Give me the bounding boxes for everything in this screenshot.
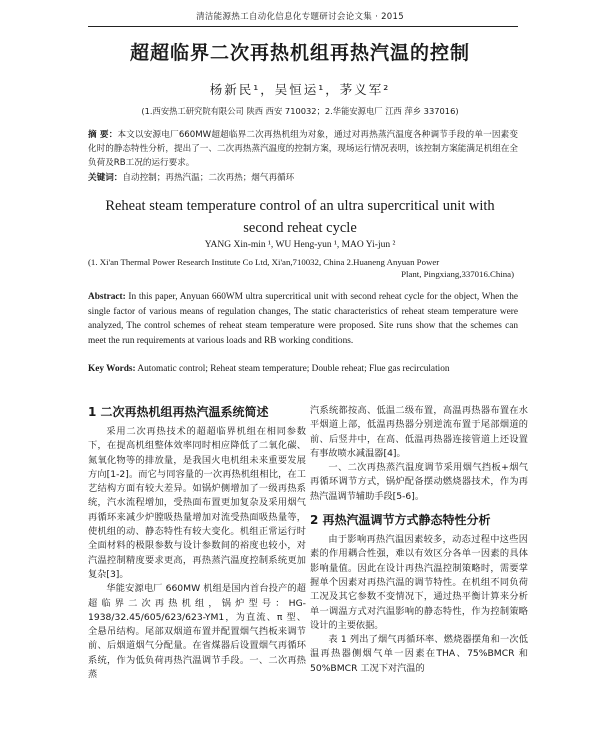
keywords-en-text: Automatic control; Reheat steam temperature; Double reheat; Flue gas recirculation xyxy=(137,364,450,374)
abstract-en-text: In this paper, Anyuan 660WM ultra supercritical unit with second reheat cycle for the object, When the single factor of various means of regulation changes, The static characteristics of reheat steam temperature were analyzed, The control schemes of reheat steam temperature were proposed. Site runs show that the schemes can meet the run requirements at various loads and RB working conditions. xyxy=(88,292,518,346)
keywords-zh-text: 自动控制；再热汽温；二次再热；烟气再循环 xyxy=(122,173,295,183)
section-2-heading: 2 再热汽温调节方式静态特性分析 xyxy=(310,513,491,528)
paper-title-en xyxy=(60,195,540,239)
abstract-zh-label: 摘 要： xyxy=(88,130,118,140)
keywords-zh-label: 关键词： xyxy=(88,173,123,183)
abstract-zh xyxy=(88,128,518,170)
authors-zh: 杨新民¹，吴恒运¹，茅义军² xyxy=(209,82,391,97)
body-column-right xyxy=(310,404,528,676)
authors-en: YANG Xin-min ¹, WU Heng-yun ¹, MAO Yi-jun ² xyxy=(204,240,396,250)
section-2-paragraph: 由于影响再热汽温因素较多，动态过程中这些因素的作用耦合性强，难以有效区分各单一因素的具体影响量值。因此在设计再热汽温控制策略时，需要掌握单个因素对再热汽温的调节特性。在机组不同负荷工况及其它参数不变情况下，通过热平衡计算来分析单一调温方式对汽温影响的静态特性，作为控制策略设计的主要依据。 xyxy=(310,534,528,631)
section-2-paragraph: 表 1 列出了烟气再循环率、燃烧器摆角和一次低温再热器侧烟气单一因素在THA、75%BMCR 和 50%BMCR 工况下对汽温的 xyxy=(310,634,528,674)
spacer xyxy=(310,504,528,512)
affiliation-en-line2: Plant, Pingxiang,337016.China) xyxy=(401,269,514,279)
paper-title-zh: 超超临界二次再热机组再热汽温的控制 xyxy=(129,42,470,64)
affiliation-zh: (1.西安热工研究院有限公司 陕西 西安 710032；2.华能安源电厂 江西 萍乡 337016) xyxy=(141,106,459,116)
abstract-en-label: Abstract: xyxy=(88,292,126,302)
affiliation-en xyxy=(88,256,518,280)
keywords-en xyxy=(88,362,518,377)
section-1-paragraph: 采用二次再热技术的超超临界机组在相同参数下，在提高机组整体效率同时相应降低了二氧化碳、氮氧化物等的排放量，是我国火电机组未来重要发展方向[1-2]。而它与同容量的一次再热机组相比，在工艺结构方面有较大差异。如锅炉侧增加了一级再热系统，汽水流程增加，受热面布置更加复杂及采用烟气再循环来减少炉膛吸热量增加对流受热面吸热量等，使机组的动、静态特性有较大变化。机组正常运行时全面材料的极限参数与设计参数间的裕度也较小，对汽温控制精度要求更高，再热蒸汽温度控制系统更加复杂[3]。 xyxy=(88,426,306,580)
running-header: 清洁能源热工自动化信息化专题研讨会论文集 · 2015 xyxy=(196,12,404,22)
keywords-en-label: Key Words: xyxy=(88,364,136,374)
section-1-heading: 1 二次再热机组再热汽温系统简述 xyxy=(88,405,269,419)
affiliation-en-line1: (1. Xi'an Thermal Power Research Institute Co Ltd, Xi'an,710032, China 2.Huaneng Anyuan Power xyxy=(88,257,440,267)
title-en-line1: Reheat steam temperature control of an ultra supercritical unit with xyxy=(105,198,495,214)
abstract-zh-text: 本文以安源电厂660MW超超临界二次再热机组为对象，通过对再热蒸汽温度各种调节手段的单一因素变化时的静态特性分析，提出了一、二次再热蒸汽温度的控制方案，现场运行情况表明，该控制方案能满足机组在全负荷及RB工况的运行要求。 xyxy=(88,130,518,168)
title-en-line2: second reheat cycle xyxy=(243,220,357,236)
keywords-zh xyxy=(88,171,518,183)
section-1-paragraph: 一、二次再热蒸汽温度调节采用烟气挡板+烟气再循环调节方式，锅炉配备摆动燃烧器技术，作为再热汽温调节辅助手段[5-6]。 xyxy=(310,462,528,502)
abstract-en xyxy=(88,290,518,348)
body-column-left xyxy=(88,404,306,682)
section-1-paragraph: 华能安源电厂 660MW 机组是国内首台投产的超超临界二次再热机组，锅炉型号：HG-1938/32.45/605/623/623-YM1，为直流、π 型、全悬吊结构。尾部双烟道布置并配置烟气挡板来调节前、后烟道烟气分配量。在省煤器后设置烟气再循环系统，作为低负荷再热汽温调节手段。一、二次再热蒸 xyxy=(88,583,306,681)
section-1-paragraph-cont: 汽系统都按高、低温二级布置，高温再热器布置在水平烟道上部，低温再热器分别逆流布置于尾部烟道的前、后竖井中，在高、低温再热器连接管道上还设置有事故喷水减温器[4]。 xyxy=(310,405,528,459)
header-rule xyxy=(88,26,518,27)
